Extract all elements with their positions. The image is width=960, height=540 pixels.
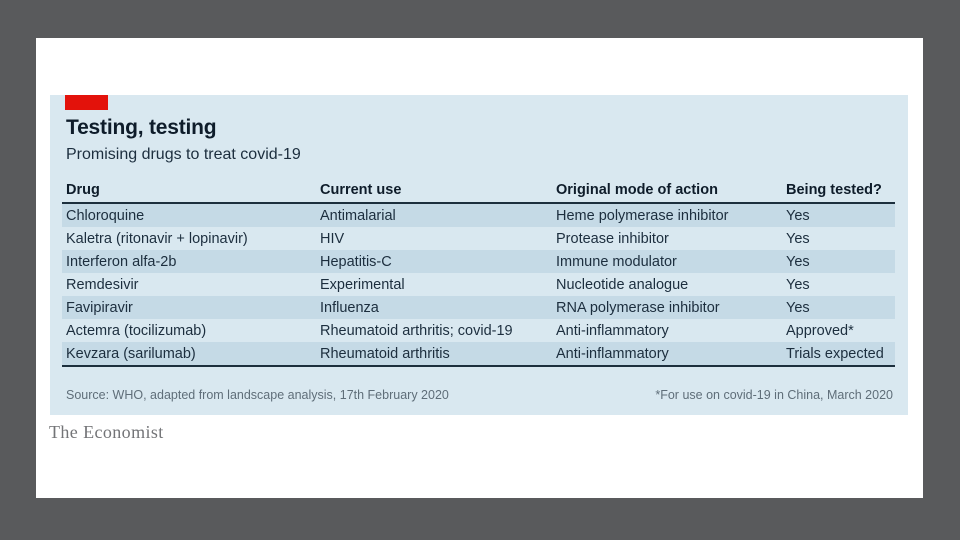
table-row <box>62 342 895 366</box>
table-row <box>62 273 895 296</box>
chart-panel <box>50 95 908 415</box>
table-cell: Yes <box>786 207 810 224</box>
source-note: Source: WHO, adapted from landscape analysis, 17th February 2020 <box>66 388 449 402</box>
column-header: Being tested? <box>782 182 895 203</box>
table-cell: Anti-inflammatory <box>552 342 782 366</box>
table-cell: Yes <box>786 253 810 270</box>
table-cell: Actemra (tocilizumab) <box>66 322 207 339</box>
table-cell: Kaletra (ritonavir + lopinavir) <box>66 230 248 247</box>
table-cell: Protease inhibitor <box>556 230 669 247</box>
table-cell: Approved* <box>786 322 854 339</box>
table-cell: Yes <box>786 276 810 293</box>
column-header: Original mode of action <box>552 182 782 203</box>
table-cell: Yes <box>786 299 810 316</box>
drugs-table-container <box>62 182 895 367</box>
table-cell: Remdesivir <box>66 276 139 293</box>
table-cell: RNA polymerase inhibitor <box>556 299 720 316</box>
table-cell: Kevzara (sarilumab) <box>62 342 316 366</box>
drugs-table <box>62 182 895 367</box>
column-header: Current use <box>316 182 552 203</box>
column-header: Drug <box>62 182 316 203</box>
table-cell: Immune modulator <box>556 253 677 270</box>
table-cell: Nucleotide analogue <box>556 276 689 293</box>
table-cell: Antimalarial <box>320 207 396 224</box>
panel-footer <box>66 388 893 402</box>
chart-card <box>36 38 923 498</box>
table-cell: Hepatitis-C <box>320 253 392 270</box>
table-cell: Yes <box>786 230 810 247</box>
economist-red-tab-icon <box>65 95 108 110</box>
table-cell: Heme polymerase inhibitor <box>556 207 729 224</box>
table-cell: Influenza <box>320 299 379 316</box>
table-cell: Trials expected <box>782 342 895 366</box>
table-cell: Chloroquine <box>66 207 145 224</box>
economist-wordmark: The Economist <box>49 422 164 442</box>
table-cell: Rheumatoid arthritis <box>316 342 552 366</box>
chart-subtitle: Promising drugs to treat covid-19 <box>66 146 301 163</box>
table-cell: Experimental <box>320 276 405 293</box>
table-row <box>62 296 895 319</box>
table-cell: Interferon alfa-2b <box>66 253 177 270</box>
table-cell: HIV <box>320 230 345 247</box>
table-cell: Favipiravir <box>66 299 133 316</box>
table-row <box>62 203 895 227</box>
chart-title: Testing, testing <box>66 116 217 139</box>
table-body <box>62 203 895 366</box>
header-row <box>62 182 895 203</box>
table-cell: Rheumatoid arthritis; covid-19 <box>320 322 513 339</box>
table-row <box>62 227 895 250</box>
footnote: *For use on covid-19 in China, March 2020 <box>655 388 893 402</box>
table-row <box>62 319 895 342</box>
table-cell: Anti-inflammatory <box>556 322 669 339</box>
table-row <box>62 250 895 273</box>
